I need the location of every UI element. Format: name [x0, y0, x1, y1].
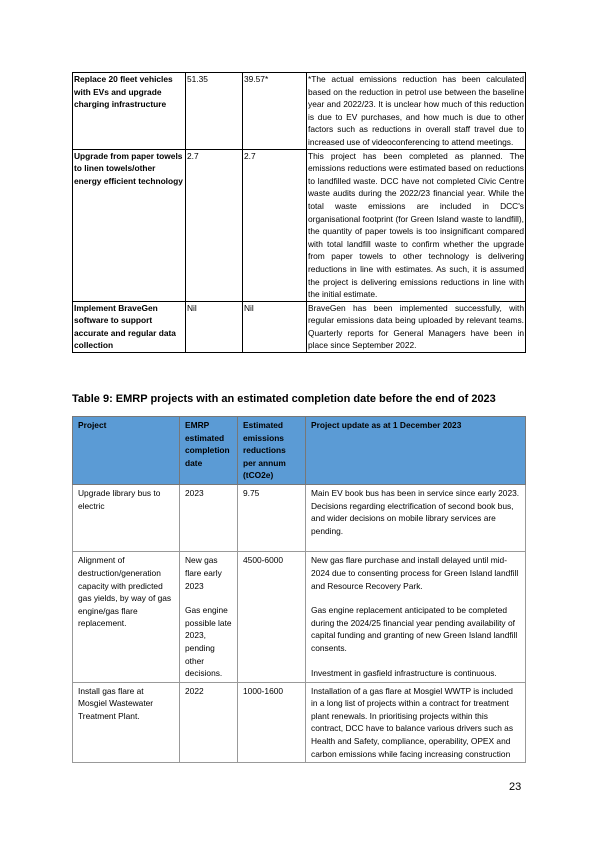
- date-text: New gas flare early 2023: [185, 555, 222, 591]
- completion-date: [180, 552, 238, 682]
- update-text: Investment in gasfield infrastructure is continuous.: [311, 667, 497, 678]
- project-update: [306, 484, 526, 551]
- emissions-reduction: 1000-1600: [238, 682, 306, 763]
- project-update: [306, 682, 526, 763]
- table-row: [73, 682, 526, 763]
- project-comment: This project has been completed as planned. The emissions reductions were estimated based on reductions to landfilled waste. DCC have not completed Civic Centre waste audits during the 2022/23 financial year. While the total waste emissions are included in DCC's organisational footprint (for Green Island waste to landfill), the quantity of paper towels is too insignificant compared with total landfill waste to confirm whether the upgrade from paper towels to other technology is delivering reductions in line with estimates. As such, it is assumed the project is delivering emissions reductions in line with the initial estimate.: [307, 149, 526, 301]
- estimated-reduction: Nil: [186, 301, 243, 352]
- project-update: [306, 552, 526, 682]
- date-text: 2023: [185, 487, 204, 498]
- update-text: Main EV book bus has been in service since early 2023. Decisions regarding electrification of second book bus, and wider decisions on mobile library services are pending.: [311, 487, 520, 536]
- completion-date: [180, 682, 238, 763]
- header-completion-date: EMRP estimated completion date: [180, 417, 238, 485]
- table-header-row: [73, 417, 526, 485]
- estimated-reduction: 2.7: [186, 149, 243, 301]
- date-text: Gas engine possible late 2023, pending other decisions.: [185, 605, 232, 679]
- project-name: Upgrade from paper towels to linen towels/other energy efficient technology: [73, 149, 186, 301]
- project-name: Implement BraveGen software to support accurate and regular data collection: [73, 301, 186, 352]
- table-caption: Table 9: EMRP projects with an estimated completion date before the end of 2023: [72, 393, 496, 405]
- project-name: Alignment of destruction/generation capacity with predicted gas yields, by way of gas engine/gas flare replacement.: [73, 552, 180, 682]
- update-text: Installation of a gas flare at Mosgiel WWTP is included in a long list of projects within a contract for treatment plant renewals. In prioritising projects within this contract, DCC have to balance various drivers such as Health and Safety, compliance, operability, OPEX and carbon emissions while facing increasing construction: [311, 685, 514, 759]
- project-name: Upgrade library bus to electric: [73, 484, 180, 551]
- completion-date: [180, 484, 238, 551]
- actual-reduction: 2.7: [243, 149, 307, 301]
- emissions-reduction: 9.75: [238, 484, 306, 551]
- projects-status-table: [72, 72, 526, 353]
- page-number: 23: [509, 781, 522, 793]
- project-comment: BraveGen has been implemented successfully, with regular emissions data being uploaded by relevant teams. Quarterly reports for General Managers have been in place since September 2022.: [307, 301, 526, 352]
- update-text: New gas flare purchase and install delayed until mid-2024 due to consenting process for Green Island landfill and Resource Recovery Park.: [311, 555, 519, 591]
- table-row: [73, 149, 526, 301]
- header-project: Project: [73, 417, 180, 485]
- emrp-projects-table: [72, 416, 526, 763]
- estimated-reduction: 51.35: [186, 73, 243, 150]
- table-row: [73, 73, 526, 150]
- table-row: [73, 552, 526, 682]
- table-row: [73, 484, 526, 551]
- date-text: 2022: [185, 685, 204, 696]
- table-row: [73, 301, 526, 352]
- project-comment: *The actual emissions reduction has been calculated based on the reduction in petrol use between the baseline year and 2022/23. It is unclear how much of this reduction is due to EV purchases, and how much is due to other factors such as reductions in overall staff travel due to increased use of videoconferencing to attend meetings.: [307, 73, 526, 150]
- actual-reduction: Nil: [243, 301, 307, 352]
- update-text: Gas engine replacement anticipated to be completed during the 2024/25 financial year pending availability of capital funding and granting of new Green Island landfill consents.: [311, 605, 518, 653]
- project-name: Install gas flare at Mosgiel Wastewater Treatment Plant.: [73, 682, 180, 763]
- project-name: Replace 20 fleet vehicles with EVs and upgrade charging infrastructure: [73, 73, 186, 150]
- emissions-reduction: 4500-6000: [238, 552, 306, 682]
- actual-reduction: 39.57*: [243, 73, 307, 150]
- header-project-update: Project update as at 1 December 2023: [306, 417, 526, 485]
- header-emissions-reductions: Estimated emissions reductions per annum (tCO2e): [238, 417, 306, 485]
